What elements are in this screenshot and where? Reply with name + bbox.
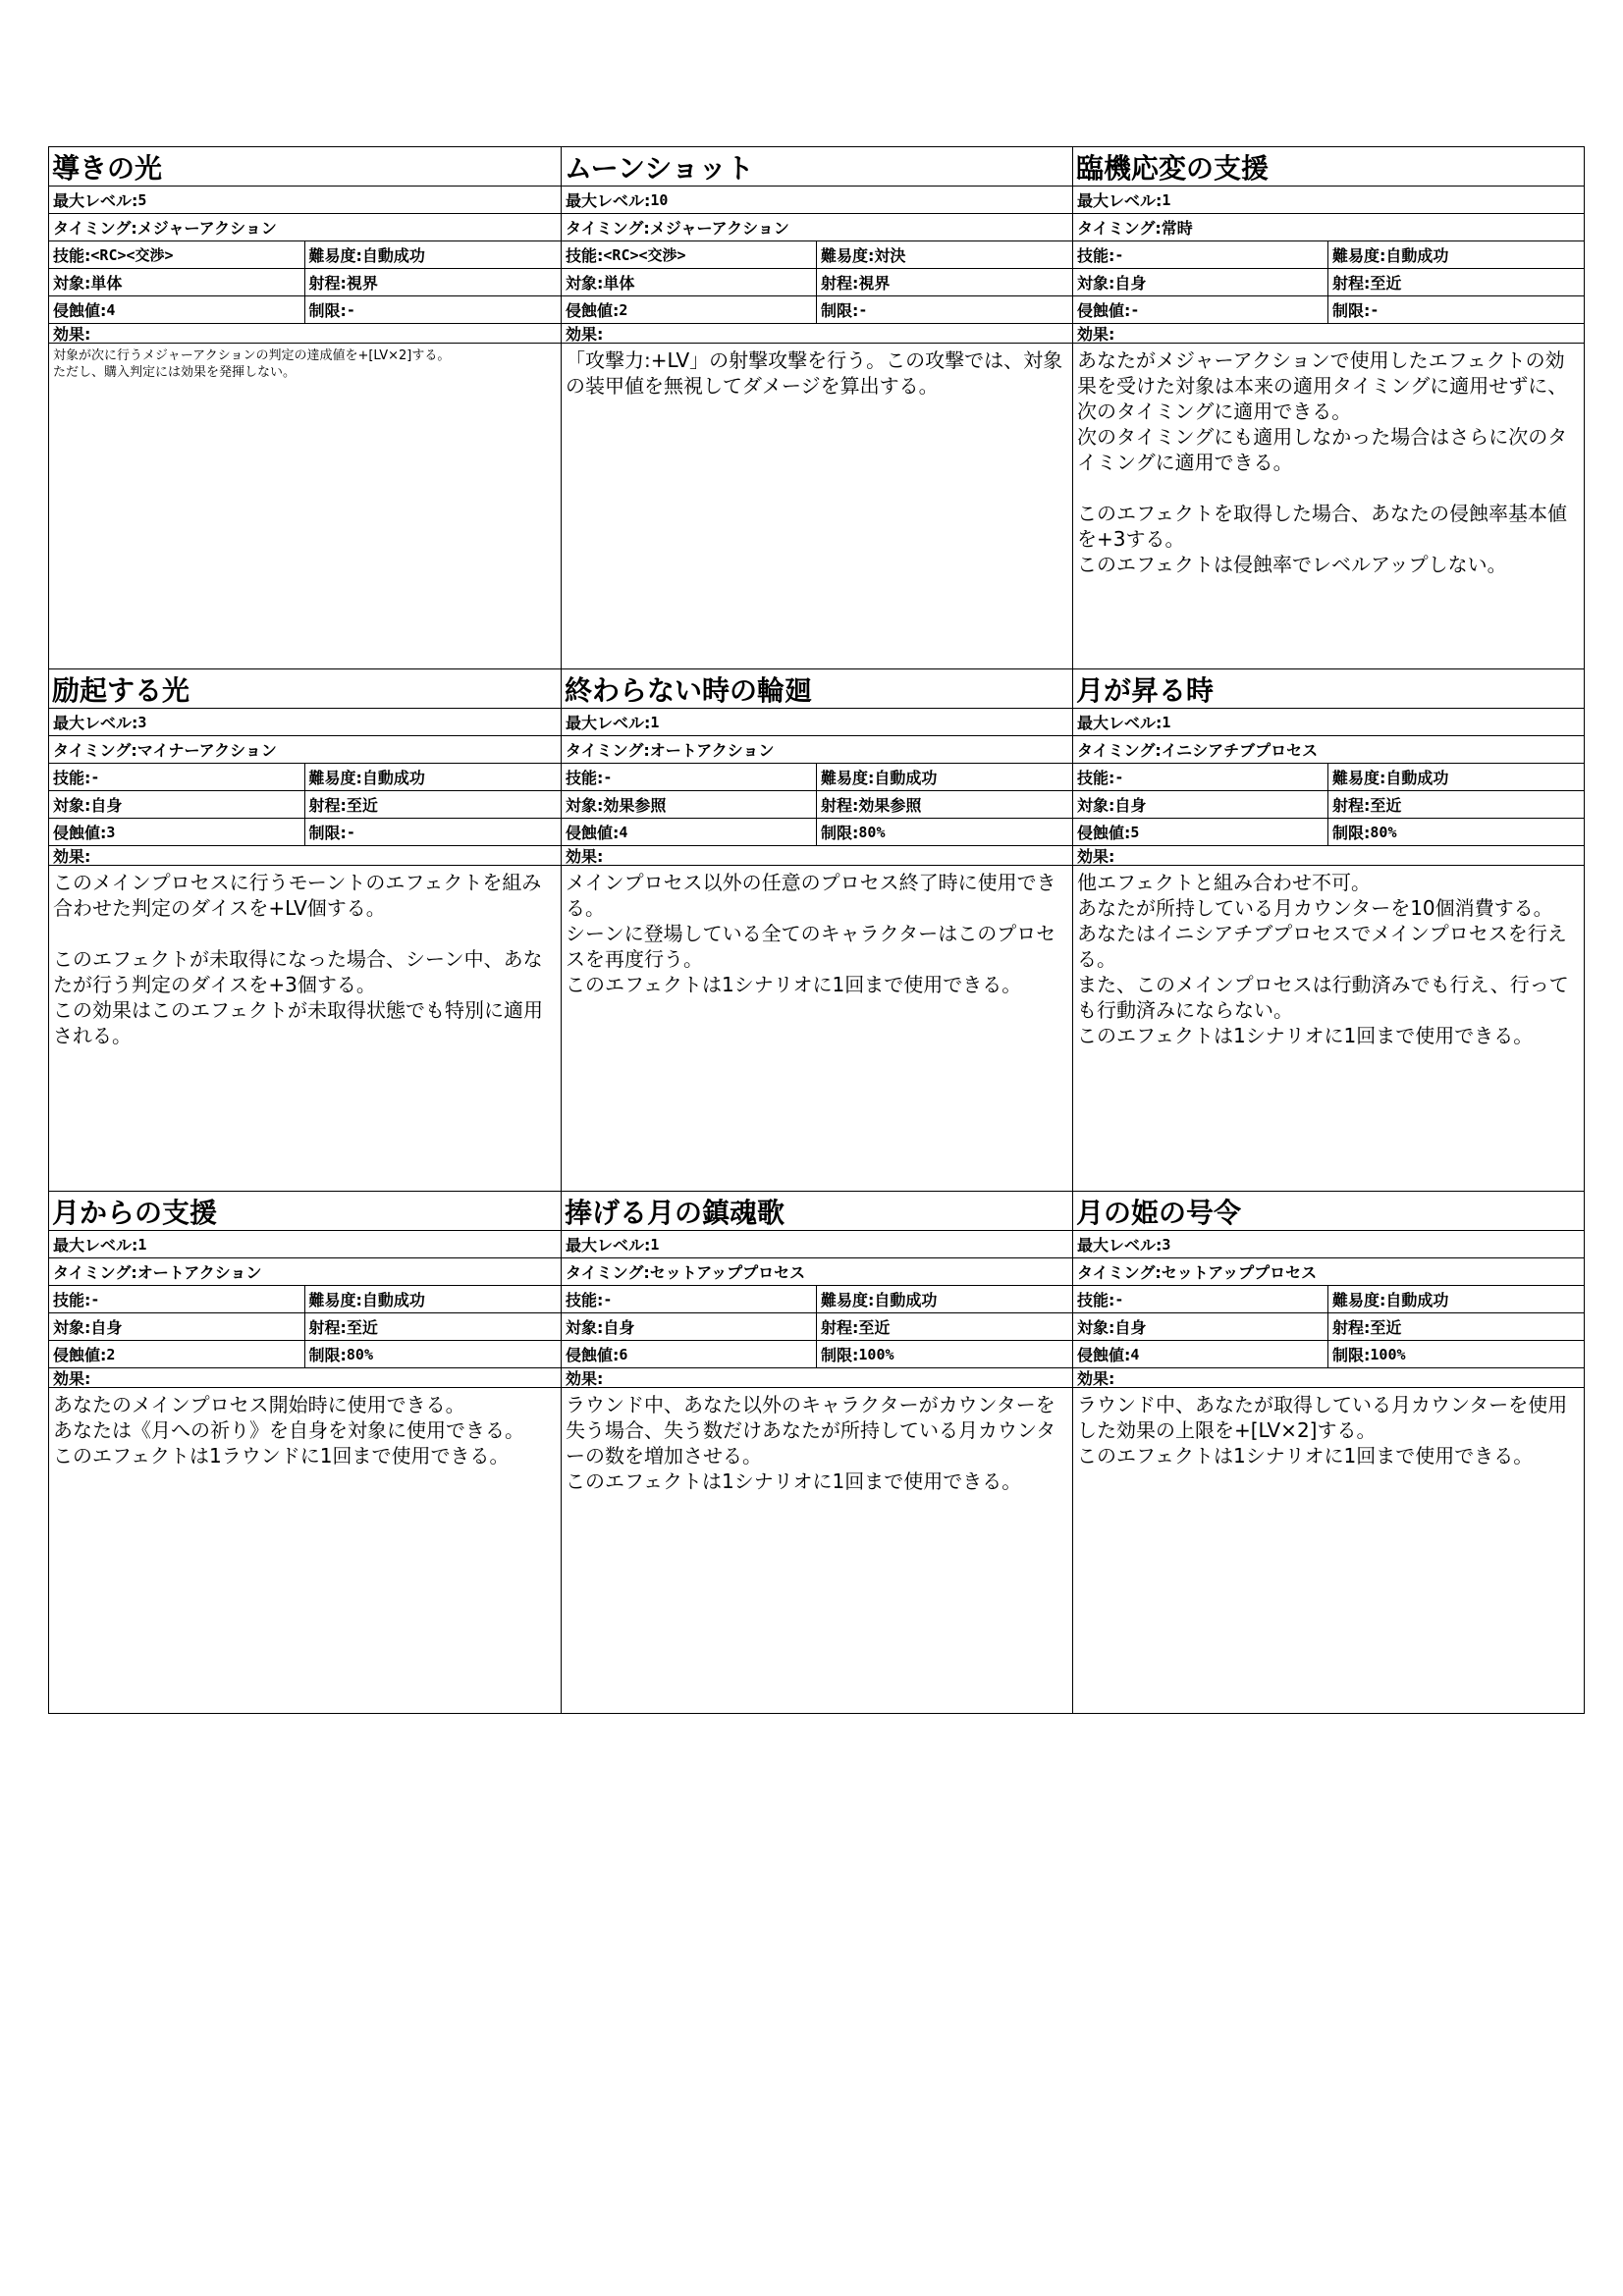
erosion-cell [562, 296, 817, 323]
max-level-value: 1 [137, 1235, 147, 1254]
timing-row [49, 1258, 561, 1286]
skill-value: - [90, 1290, 100, 1308]
erosion-value: 2 [619, 300, 628, 319]
limit-label: 制限: [1332, 1346, 1371, 1364]
difficulty-label: 難易度: [308, 769, 362, 787]
range-cell [817, 791, 1072, 818]
max-level-label: 最大レベル: [1077, 1236, 1163, 1255]
range-value: 視界 [346, 274, 378, 293]
difficulty-value: 自動成功 [361, 1291, 425, 1309]
effect-text: ラウンド中、あなた以外のキャラクターがカウンターを失う場合、失う数だけあなたが所持している月カウンターの数を増加させる。 このエフェクトは1シナリオに1回まで使用できる。 [566, 1393, 1056, 1493]
erosion-limit-row [49, 1341, 561, 1368]
target-value: 単体 [603, 274, 635, 293]
effect-card [1073, 669, 1585, 1192]
effect-card [562, 147, 1073, 669]
skill-cell [1073, 241, 1328, 268]
difficulty-value: 自動成功 [1385, 246, 1449, 265]
target-value: 自身 [603, 1318, 635, 1337]
limit-label: 制限: [821, 1346, 859, 1364]
skill-label: 技能: [1077, 246, 1115, 265]
skill-cell [562, 241, 817, 268]
limit-value: 80% [858, 823, 886, 841]
target-range-row [49, 269, 561, 296]
erosion-label: 侵蝕値: [566, 1346, 620, 1364]
target-value: 自身 [90, 796, 123, 815]
timing-row [562, 736, 1072, 764]
limit-value: 100% [858, 1345, 894, 1363]
target-cell [49, 791, 305, 818]
erosion-cell [1073, 819, 1328, 845]
difficulty-value: 自動成功 [1385, 769, 1449, 787]
target-value: 単体 [90, 274, 123, 293]
max-level-value: 1 [1162, 190, 1171, 209]
erosion-limit-row [49, 819, 561, 846]
max-level-value: 1 [650, 713, 660, 731]
difficulty-cell [1328, 764, 1584, 790]
effect-name: 捧げる月の鎮魂歌 [562, 1192, 1072, 1231]
timing-row [49, 214, 561, 241]
erosion-cell [562, 1341, 817, 1367]
limit-cell [817, 296, 1072, 323]
max-level-label: 最大レベル: [53, 1236, 138, 1255]
skill-label: 技能: [1077, 769, 1115, 787]
range-label: 射程: [821, 274, 859, 293]
skill-cell [562, 1286, 817, 1312]
skill-difficulty-row [1073, 1286, 1584, 1313]
skill-label: 技能: [53, 1291, 91, 1309]
limit-label: 制限: [308, 1346, 347, 1364]
limit-label: 制限: [1332, 301, 1371, 320]
difficulty-value: 自動成功 [874, 1291, 938, 1309]
skill-value: <RC><交渉> [603, 246, 686, 264]
erosion-limit-row [1073, 1341, 1584, 1368]
max-level-label: 最大レベル: [53, 714, 138, 732]
skill-value: - [90, 768, 100, 786]
range-value: 至近 [346, 796, 378, 815]
effect-text: このメインプロセスに行うモーントのエフェクトを組み合わせた判定のダイスを+LV個する。 このエフェクトが未取得になった場合、シーン中、あなたが行う判定のダイスを+3個する。 この効果はこのエフェクトが未取得状態でも特別に適用される。 [53, 871, 543, 1047]
target-value: 自身 [1114, 274, 1147, 293]
max-level-row [1073, 187, 1584, 214]
difficulty-label: 難易度: [1332, 246, 1386, 265]
range-label: 射程: [308, 1318, 347, 1337]
difficulty-cell [1328, 241, 1584, 268]
range-value: 至近 [346, 1318, 378, 1337]
erosion-value: 4 [106, 300, 116, 319]
effect-text: あなたがメジャーアクションで使用したエフェクトの効果を受けた対象は本来の適用タイミングに適用せずに、次のタイミングに適用できる。 次のタイミングにも適用しなかった場合はさらに次のタイミングに適用できる。 このエフェクトを取得した場合、あなたの侵蝕率基本値を+3する。 このエフェクトは侵蝕率でレベルアップしない。 [1077, 348, 1568, 576]
effect-label: 効果: [562, 324, 1072, 344]
skill-difficulty-row [49, 764, 561, 791]
skill-value: - [603, 768, 613, 786]
difficulty-value: 自動成功 [361, 246, 425, 265]
max-level-label: 最大レベル: [53, 191, 138, 210]
max-level-value: 10 [650, 190, 669, 209]
range-value: 至近 [1370, 274, 1402, 293]
target-label: 対象: [566, 274, 604, 293]
timing-row [562, 1258, 1072, 1286]
target-cell [1073, 269, 1328, 295]
timing-value: メジャーアクション [136, 219, 277, 238]
limit-label: 制限: [821, 824, 859, 842]
range-cell [1328, 1313, 1584, 1340]
effect-label: 効果: [49, 1368, 561, 1388]
target-label: 対象: [566, 796, 604, 815]
target-range-row [1073, 269, 1584, 296]
target-range-row [562, 269, 1072, 296]
max-level-row [562, 187, 1072, 214]
skill-label: 技能: [1077, 1291, 1115, 1309]
effect-name: 臨機応変の支援 [1073, 147, 1584, 187]
effect-name: ムーンショット [562, 147, 1072, 187]
limit-cell [305, 1341, 562, 1367]
effect-card [562, 1192, 1073, 1714]
timing-label: タイミング: [53, 741, 137, 760]
limit-cell [1328, 819, 1584, 845]
timing-label: タイミング: [53, 1263, 137, 1282]
erosion-limit-row [1073, 296, 1584, 324]
target-range-row [1073, 1313, 1584, 1341]
target-value: 自身 [1114, 1318, 1147, 1337]
effect-label: 効果: [1073, 324, 1584, 344]
skill-label: 技能: [53, 769, 91, 787]
range-cell [817, 1313, 1072, 1340]
range-cell [817, 269, 1072, 295]
target-cell [49, 1313, 305, 1340]
effect-name: 月が昇る時 [1073, 669, 1584, 709]
range-label: 射程: [308, 274, 347, 293]
target-label: 対象: [53, 796, 91, 815]
max-level-label: 最大レベル: [566, 191, 651, 210]
skill-value: - [1114, 1290, 1124, 1308]
erosion-label: 侵蝕値: [1077, 301, 1131, 320]
skill-cell [1073, 764, 1328, 790]
range-value: 視界 [858, 274, 891, 293]
skill-difficulty-row [1073, 241, 1584, 269]
target-label: 対象: [53, 274, 91, 293]
max-level-row [562, 1231, 1072, 1258]
effect-text: 他エフェクトと組み合わせ不可。 あなたが所持している月カウンターを10個消費する。 あなたはイニシアチブプロセスでメインプロセスを行える。 また、このメインプロセスは行動済みでも行え、行っても行動済みにならない。 このエフェクトは1シナリオに1回まで使用できる。 [1077, 871, 1569, 1047]
difficulty-cell [817, 764, 1072, 790]
timing-row [49, 736, 561, 764]
range-value: 至近 [858, 1318, 891, 1337]
target-label: 対象: [1077, 274, 1115, 293]
erosion-cell [1073, 1341, 1328, 1367]
effect-label: 効果: [1073, 1368, 1584, 1388]
erosion-cell [49, 1341, 305, 1367]
range-label: 射程: [308, 796, 347, 815]
effect-text: 「攻撃力:+LV」の射撃攻撃を行う。この攻撃では、対象の装甲値を無視してダメージを算出する。 [566, 348, 1063, 398]
erosion-label: 侵蝕値: [1077, 824, 1131, 842]
skill-value: - [1114, 768, 1124, 786]
skill-value: <RC><交渉> [90, 246, 174, 264]
limit-value: - [346, 300, 355, 319]
skill-cell [49, 241, 305, 268]
skill-label: 技能: [566, 769, 604, 787]
range-cell [1328, 269, 1584, 295]
timing-label: タイミング: [1077, 219, 1162, 238]
target-value: 効果参照 [603, 796, 667, 815]
timing-label: タイミング: [566, 219, 650, 238]
skill-cell [49, 1286, 305, 1312]
difficulty-value: 自動成功 [874, 769, 938, 787]
target-cell [1073, 1313, 1328, 1340]
erosion-label: 侵蝕値: [566, 301, 620, 320]
effect-text: メインプロセス以外の任意のプロセス終了時に使用できる。 シーンに登場している全てのキャラクターはこのプロセスを再度行う。 このエフェクトは1シナリオに1回まで使用できる。 [566, 871, 1056, 996]
limit-value: 80% [1370, 823, 1397, 841]
max-level-row [49, 187, 561, 214]
erosion-label: 侵蝕値: [566, 824, 620, 842]
difficulty-label: 難易度: [1332, 1291, 1386, 1309]
erosion-cell [562, 819, 817, 845]
skill-value: - [603, 1290, 613, 1308]
erosion-cell [49, 819, 305, 845]
erosion-value: 6 [619, 1345, 628, 1363]
effect-text: 対象が次に行うメジャーアクションの判定の達成値を+[LV×2]する。 ただし、購入判定には効果を発揮しない。 [53, 348, 451, 380]
limit-cell [817, 1341, 1072, 1367]
max-level-value: 5 [137, 190, 147, 209]
max-level-value: 3 [1162, 1235, 1171, 1254]
target-cell [562, 791, 817, 818]
max-level-value: 1 [1162, 713, 1171, 731]
effect-name: 月の姫の号令 [1073, 1192, 1584, 1231]
timing-row [562, 214, 1072, 241]
difficulty-cell [305, 1286, 562, 1312]
max-level-label: 最大レベル: [566, 714, 651, 732]
range-value: 効果参照 [858, 796, 922, 815]
erosion-limit-row [562, 296, 1072, 324]
erosion-label: 侵蝕値: [1077, 1346, 1131, 1364]
target-cell [49, 269, 305, 295]
erosion-cell [49, 296, 305, 323]
skill-difficulty-row [562, 764, 1072, 791]
effect-label: 効果: [49, 846, 561, 866]
effect-label: 効果: [49, 324, 561, 344]
effect-card-sheet [48, 146, 1585, 1714]
effect-card [1073, 147, 1585, 669]
target-value: 自身 [90, 1318, 123, 1337]
difficulty-cell [817, 241, 1072, 268]
effect-card [562, 669, 1073, 1192]
range-cell [305, 791, 562, 818]
skill-cell [1073, 1286, 1328, 1312]
skill-cell [49, 764, 305, 790]
timing-value: セットアッププロセス [1161, 1263, 1318, 1282]
limit-cell [305, 819, 562, 845]
erosion-limit-row [562, 819, 1072, 846]
skill-cell [562, 764, 817, 790]
target-label: 対象: [1077, 796, 1115, 815]
erosion-label: 侵蝕値: [53, 301, 107, 320]
effect-label: 効果: [562, 846, 1072, 866]
erosion-label: 侵蝕値: [53, 824, 107, 842]
effect-name: 終わらない時の輪廻 [562, 669, 1072, 709]
erosion-value: 2 [106, 1345, 116, 1363]
difficulty-cell [305, 241, 562, 268]
limit-cell [305, 296, 562, 323]
range-label: 射程: [821, 796, 859, 815]
target-cell [562, 1313, 817, 1340]
difficulty-value: 対決 [874, 246, 906, 265]
target-cell [562, 269, 817, 295]
difficulty-value: 自動成功 [1385, 1291, 1449, 1309]
difficulty-label: 難易度: [1332, 769, 1386, 787]
range-cell [1328, 791, 1584, 818]
erosion-value: - [1130, 300, 1140, 319]
erosion-limit-row [49, 296, 561, 324]
timing-value: セットアッププロセス [649, 1263, 806, 1282]
max-level-label: 最大レベル: [1077, 191, 1163, 210]
range-cell [305, 1313, 562, 1340]
timing-label: タイミング: [53, 219, 137, 238]
limit-value: - [858, 300, 868, 319]
skill-difficulty-row [562, 241, 1072, 269]
timing-value: オートアクション [649, 741, 775, 760]
target-value: 自身 [1114, 796, 1147, 815]
timing-value: オートアクション [136, 1263, 262, 1282]
target-label: 対象: [1077, 1318, 1115, 1337]
limit-cell [817, 819, 1072, 845]
target-range-row [49, 791, 561, 819]
max-level-row [49, 1231, 561, 1258]
target-label: 対象: [566, 1318, 604, 1337]
timing-label: タイミング: [566, 1263, 650, 1282]
effect-label: 効果: [562, 1368, 1072, 1388]
effect-label: 効果: [1073, 846, 1584, 866]
skill-label: 技能: [53, 246, 91, 265]
max-level-value: 3 [137, 713, 147, 731]
max-level-row [562, 709, 1072, 736]
difficulty-cell [1328, 1286, 1584, 1312]
limit-label: 制限: [308, 301, 347, 320]
range-value: 至近 [1370, 1318, 1402, 1337]
erosion-value: 3 [106, 823, 116, 841]
skill-difficulty-row [49, 1286, 561, 1313]
erosion-limit-row [562, 1341, 1072, 1368]
limit-label: 制限: [821, 301, 859, 320]
timing-label: タイミング: [566, 741, 650, 760]
timing-value: マイナーアクション [136, 741, 277, 760]
limit-value: 80% [346, 1345, 373, 1363]
erosion-value: 4 [619, 823, 628, 841]
timing-row [1073, 1258, 1584, 1286]
target-range-row [562, 791, 1072, 819]
max-level-label: 最大レベル: [566, 1236, 651, 1255]
timing-value: イニシアチブプロセス [1161, 741, 1319, 760]
timing-row [1073, 736, 1584, 764]
erosion-value: 4 [1130, 1345, 1140, 1363]
difficulty-cell [817, 1286, 1072, 1312]
limit-value: 100% [1370, 1345, 1406, 1363]
difficulty-label: 難易度: [821, 246, 875, 265]
timing-row [1073, 214, 1584, 241]
difficulty-label: 難易度: [308, 1291, 362, 1309]
skill-value: - [1114, 245, 1124, 264]
range-label: 射程: [821, 1318, 859, 1337]
target-range-row [49, 1313, 561, 1341]
limit-cell [1328, 1341, 1584, 1367]
target-range-row [1073, 791, 1584, 819]
effect-name: 励起する光 [49, 669, 561, 709]
skill-difficulty-row [1073, 764, 1584, 791]
range-label: 射程: [1332, 274, 1371, 293]
effect-text: あなたのメインプロセス開始時に使用できる。 あなたは《月への祈り》を自身を対象に使用できる。 このエフェクトは1ラウンドに1回まで使用できる。 [53, 1393, 524, 1468]
effect-name: 導きの光 [49, 147, 561, 187]
effect-card [49, 147, 562, 669]
erosion-cell [1073, 296, 1328, 323]
difficulty-label: 難易度: [821, 1291, 875, 1309]
target-cell [1073, 791, 1328, 818]
erosion-label: 侵蝕値: [53, 1346, 107, 1364]
difficulty-value: 自動成功 [361, 769, 425, 787]
target-label: 対象: [53, 1318, 91, 1337]
effect-card [49, 1192, 562, 1714]
difficulty-label: 難易度: [308, 246, 362, 265]
effect-text: ラウンド中、あなたが取得している月カウンターを使用した効果の上限を+[LV×2]する。 このエフェクトは1シナリオに1回まで使用できる。 [1077, 1393, 1568, 1468]
skill-label: 技能: [566, 1291, 604, 1309]
timing-label: タイミング: [1077, 1263, 1162, 1282]
effect-card [49, 669, 562, 1192]
effect-name: 月からの支援 [49, 1192, 561, 1231]
range-label: 射程: [1332, 796, 1371, 815]
max-level-row [1073, 1231, 1584, 1258]
range-cell [305, 269, 562, 295]
limit-value: - [1370, 300, 1380, 319]
erosion-value: 5 [1130, 823, 1140, 841]
timing-value: メジャーアクション [649, 219, 789, 238]
skill-difficulty-row [49, 241, 561, 269]
limit-label: 制限: [1332, 824, 1371, 842]
max-level-row [1073, 709, 1584, 736]
skill-difficulty-row [562, 1286, 1072, 1313]
difficulty-cell [305, 764, 562, 790]
timing-value: 常時 [1161, 219, 1193, 238]
difficulty-label: 難易度: [821, 769, 875, 787]
timing-label: タイミング: [1077, 741, 1162, 760]
skill-label: 技能: [566, 246, 604, 265]
limit-cell [1328, 296, 1584, 323]
effect-card [1073, 1192, 1585, 1714]
range-label: 射程: [1332, 1318, 1371, 1337]
target-range-row [562, 1313, 1072, 1341]
limit-value: - [346, 823, 355, 841]
max-level-row [49, 709, 561, 736]
max-level-label: 最大レベル: [1077, 714, 1163, 732]
range-value: 至近 [1370, 796, 1402, 815]
limit-label: 制限: [308, 824, 347, 842]
erosion-limit-row [1073, 819, 1584, 846]
max-level-value: 1 [650, 1235, 660, 1254]
